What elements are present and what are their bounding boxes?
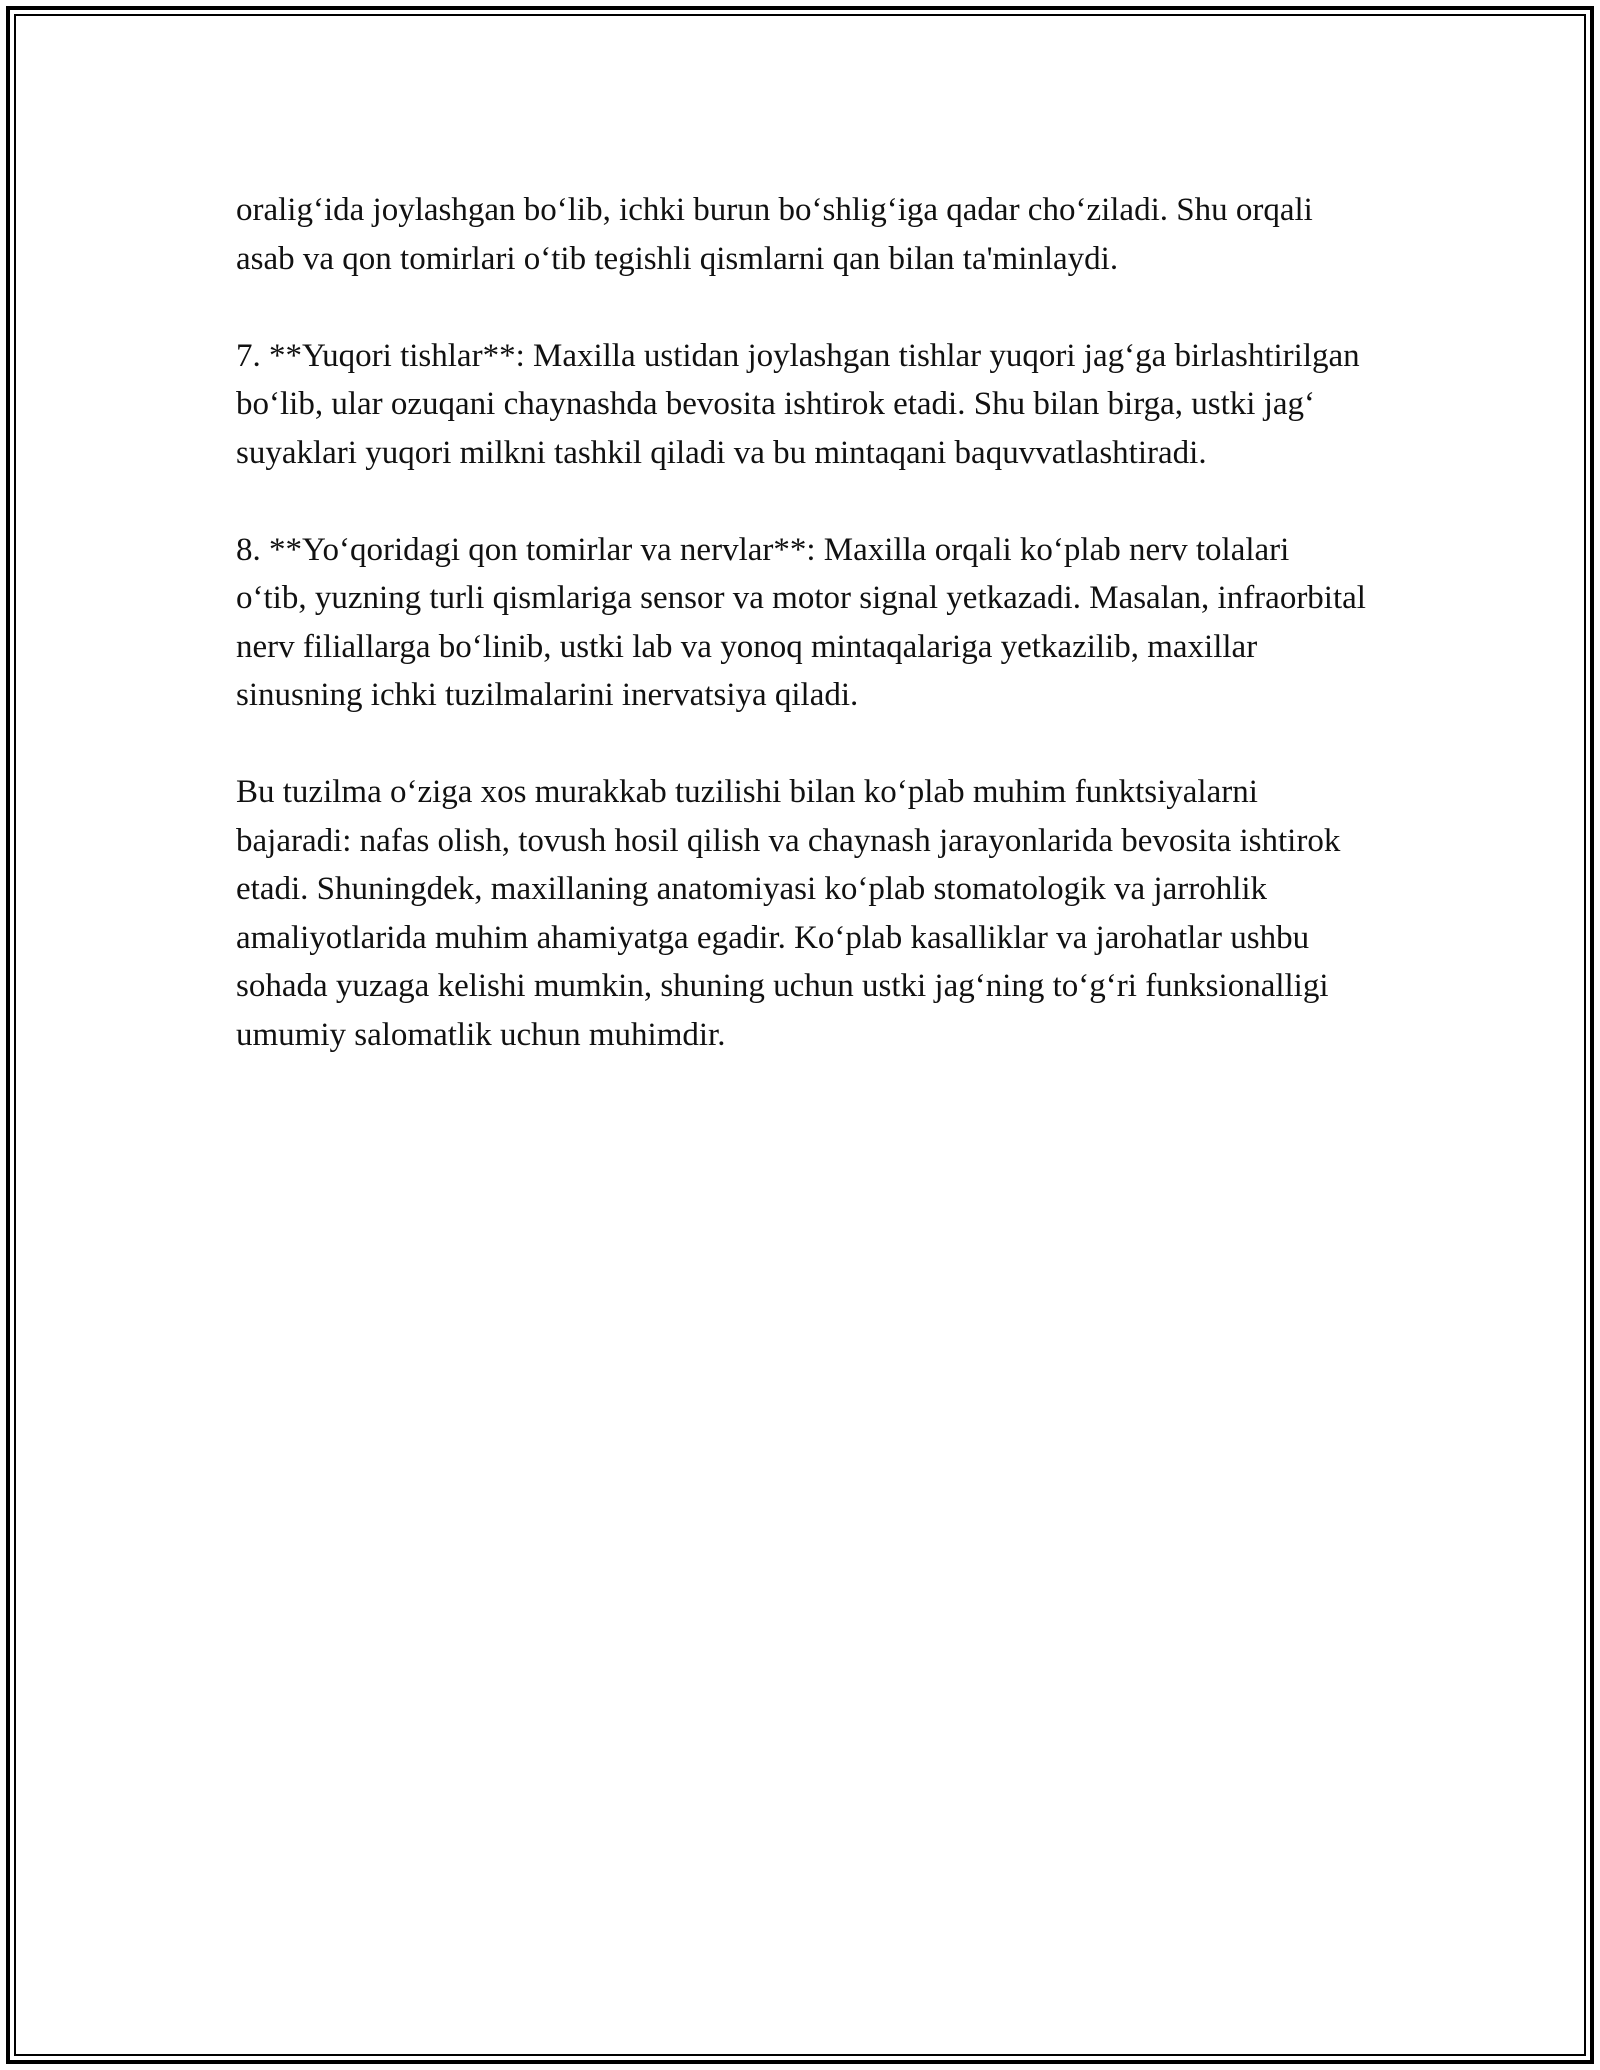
paragraph-conclusion: Bu tuzilma o‘ziga xos murakkab tuzilishi bilan ko‘plab muhim funktsiyalarni bajaradi: nafas olish, tovush hosil qilish va chaynash jarayonlarida bevosita ishtirok etadi. Shuningdek, maxillaning anatomiyasi ko‘plab stomatologik va jarrohlik amaliyotlarida muhim ahamiyatga egadir. Ko‘plab kasalliklar va jarohatlar ushbu sohada yuzaga kelishi mumkin, shuning uchun ustki jag‘ning to‘g‘ri funksionalligi umumiy salomatlik uchun muhimdir. xyxy=(236,774,1341,1053)
paragraph-continuation: oralig‘ida joylashgan bo‘lib, ichki burun bo‘shlig‘iga qadar cho‘ziladi. Shu orqali asab va qon tomirlari o‘tib tegishli qismlarni qan bilan ta'minlaydi. xyxy=(236,192,1313,277)
document-body xyxy=(236,186,1366,1059)
paragraph-item-7-upper-teeth: 7. **Yuqori tishlar**: Maxilla ustidan joylashgan tishlar yuqori jag‘ga birlashtirilgan bo‘lib, ular ozuqani chaynashda bevosita ishtirok etadi. Shu bilan birga, ustki jag‘ suyaklari yuqori milkni tashkil qiladi va bu mintaqani baquvvatlashtiradi. xyxy=(236,337,1360,471)
paragraph-item-8-vessels-nerves: 8. **Yo‘qoridagi qon tomirlar va nervlar**: Maxilla orqali ko‘plab nerv tolalari o‘tib, yuzning turli qismlariga sensor va motor signal yetkazadi. Masalan, infraorbital nerv filiallarga bo‘linib, ustki lab va yonoq mintaqalariga yetkazilib, maxillar sinusning ichki tuzilmalarini inervatsiya qiladi. xyxy=(236,531,1366,713)
